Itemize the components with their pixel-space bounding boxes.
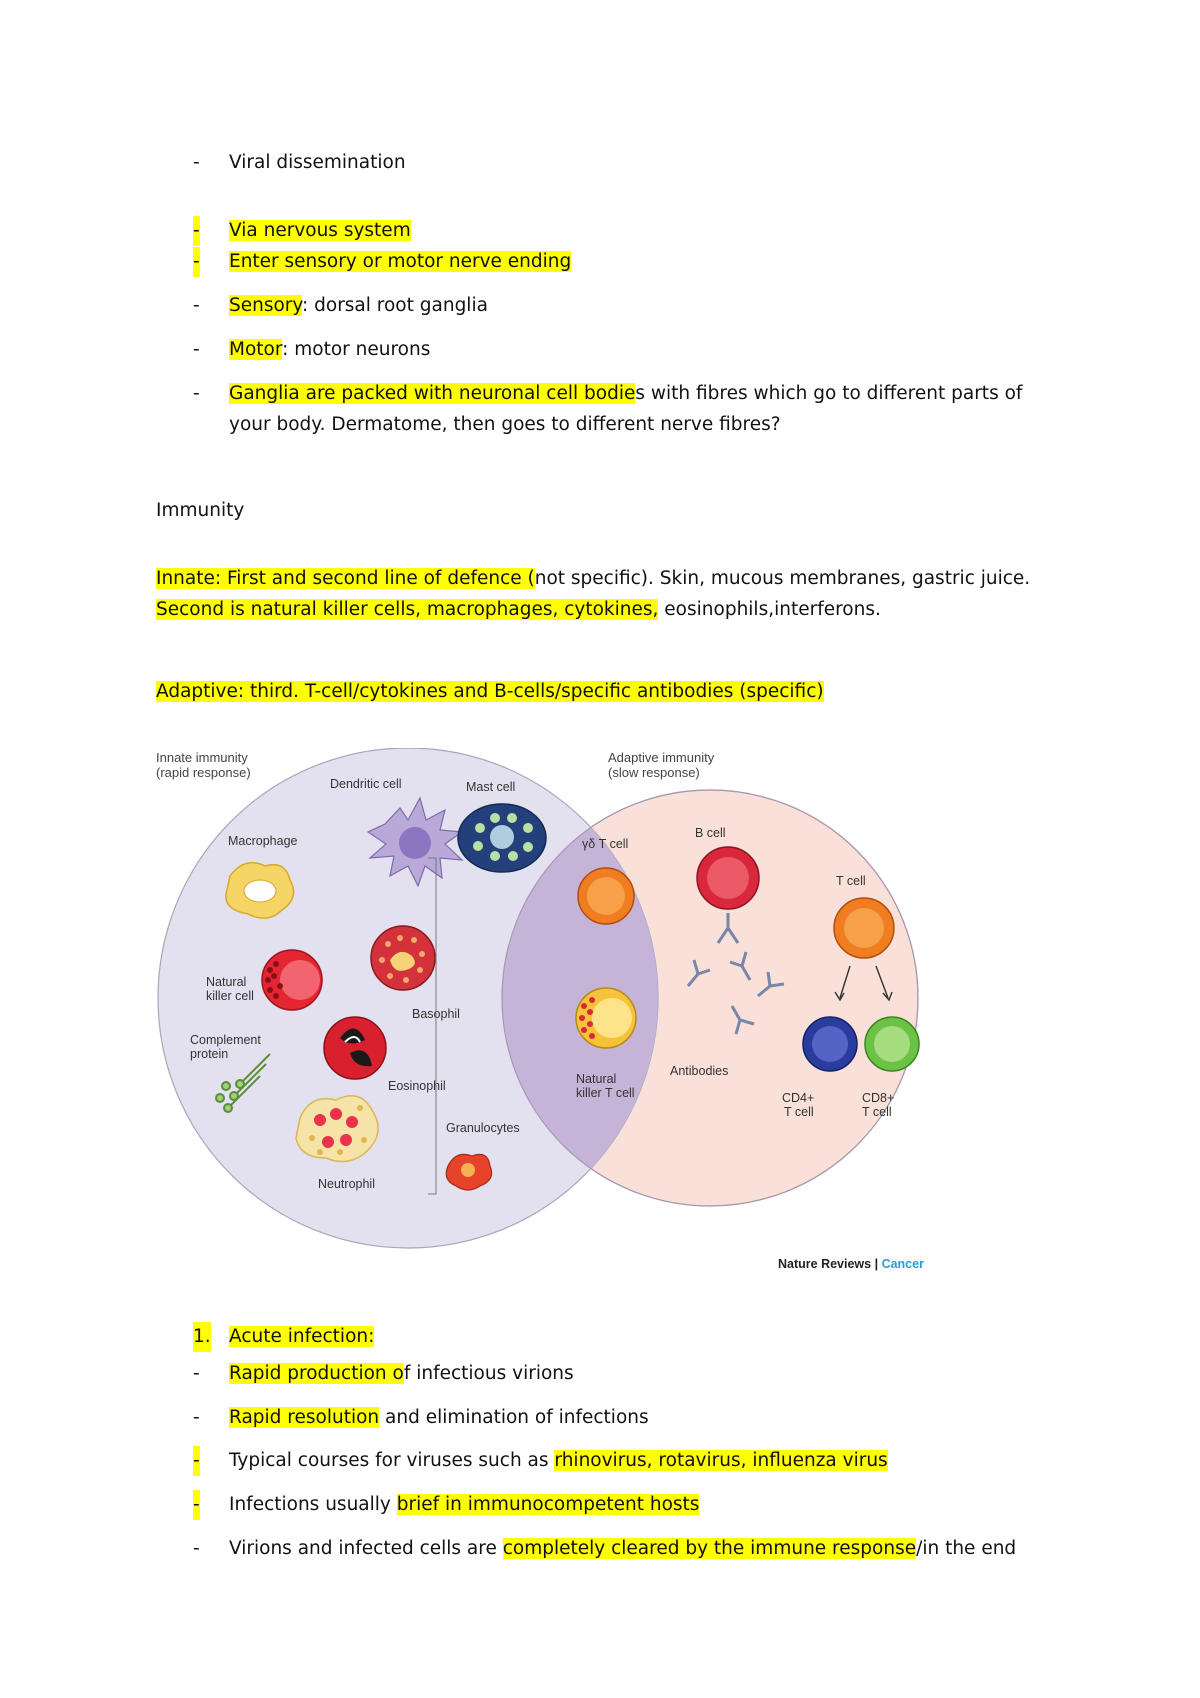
text-segment: Virions and infected cells are — [229, 1538, 503, 1559]
bullet-dash: - — [193, 152, 200, 173]
list-item-continuation: your body. Dermatome, then goes to different nerve fibres? — [229, 414, 781, 435]
list-item — [229, 247, 571, 277]
highlighted-text: Sensory — [229, 295, 303, 316]
label-neutrophil: Neutrophil — [318, 1177, 375, 1191]
list-number: 1. — [193, 1322, 211, 1352]
text-segment: : motor neurons — [282, 339, 431, 360]
list-heading — [229, 1322, 374, 1352]
label-b-cell: B cell — [695, 826, 726, 840]
text-segment: Infections usually — [229, 1494, 397, 1515]
label-granulocytes: Granulocytes — [446, 1121, 520, 1135]
label-cd8-tcell: T cell — [862, 1105, 892, 1119]
label-cd8: CD8+ — [862, 1091, 895, 1105]
label-complement-2: protein — [190, 1047, 229, 1061]
label-dendritic-cell: Dendritic cell — [330, 777, 402, 791]
bullet-dash: - — [193, 216, 200, 246]
bullet-dash: - — [193, 1363, 200, 1384]
highlighted-text: Via nervous system — [229, 220, 411, 241]
bullet-dash: - — [193, 1490, 200, 1520]
credit-journal: Nature Reviews — [778, 1257, 872, 1271]
neutrophil-icon — [296, 1096, 378, 1162]
natural-killer-t-cell-icon — [576, 988, 636, 1048]
highlighted-text: Enter sensory or motor nerve ending — [229, 251, 572, 272]
text-segment: s with fibres which go to different parts of — [635, 383, 1023, 404]
label-cd4: CD4+ — [782, 1091, 815, 1105]
t-cell-icon — [834, 898, 894, 958]
innate-line-2 — [156, 594, 881, 625]
label-basophil: Basophil — [412, 1007, 460, 1021]
highlighted-text: Rapid production o — [229, 1363, 404, 1384]
bullet-dash: - — [193, 339, 200, 360]
label-t-cell: T cell — [836, 874, 866, 888]
basophil-icon — [371, 926, 435, 990]
highlighted-text: Acute infection: — [229, 1326, 375, 1347]
label-nk-2: killer cell — [206, 989, 254, 1003]
cd4-t-cell-icon — [803, 1017, 857, 1071]
highlighted-text: Innate: First and second line of defence ( — [156, 568, 535, 589]
innate-subtitle: (rapid response) — [156, 765, 251, 780]
immunity-venn-diagram — [150, 748, 950, 1278]
text-segment: Typical courses for viruses such as — [229, 1450, 555, 1471]
bullet-dash: - — [193, 295, 200, 316]
list-item — [229, 1446, 888, 1476]
highlighted-text: brief in immunocompetent hosts — [396, 1494, 700, 1515]
bullet-dash: - — [193, 247, 200, 277]
bullet-dash: - — [193, 1446, 200, 1476]
label-mast-cell: Mast cell — [466, 780, 516, 794]
natural-killer-cell-icon — [262, 950, 322, 1010]
credit-section: Cancer — [881, 1257, 924, 1271]
section-heading-immunity: Immunity — [156, 500, 245, 521]
innate-title: Innate immunity — [156, 750, 248, 765]
label-eosinophil: Eosinophil — [388, 1079, 446, 1093]
list-item — [229, 1359, 574, 1389]
list-item — [229, 1403, 649, 1433]
text-segment: and elimination of infections — [379, 1407, 649, 1428]
eosinophil-icon — [324, 1017, 386, 1079]
figure-credit — [778, 1257, 924, 1271]
label-gamma-delta-t-cell: γδ T cell — [582, 837, 629, 851]
mast-cell-icon — [458, 804, 546, 872]
text-segment: f infectious virions — [403, 1363, 574, 1384]
highlighted-text: Second is natural killer cells, macrophages, cytokines, — [156, 599, 659, 620]
label-antibodies: Antibodies — [670, 1064, 729, 1078]
innate-line-1 — [156, 563, 1030, 594]
macrophage-icon — [226, 863, 294, 919]
bullet-dash: - — [193, 1538, 200, 1559]
highlighted-text: rhinovirus, rotavirus, influenza virus — [554, 1450, 888, 1471]
adaptive-line — [156, 676, 824, 707]
cd8-t-cell-icon — [865, 1017, 919, 1071]
text-segment: : dorsal root ganglia — [302, 295, 488, 316]
bullet-dash: - — [193, 383, 200, 404]
label-nkt-2: killer T cell — [576, 1086, 635, 1100]
adaptive-subtitle: (slow response) — [608, 765, 700, 780]
b-cell-icon — [697, 847, 759, 909]
text-segment: Viral dissemination — [229, 152, 406, 173]
list-item — [229, 1534, 1016, 1564]
text-segment: /in the end — [916, 1538, 1017, 1559]
list-item — [229, 1490, 699, 1520]
gamma-delta-t-cell-icon — [578, 868, 634, 924]
highlighted-text: Rapid resolution — [229, 1407, 380, 1428]
highlighted-text: Ganglia are packed with neuronal cell bodie — [229, 383, 636, 404]
list-item — [229, 216, 411, 246]
label-nk-1: Natural — [206, 975, 247, 989]
label-cd4-tcell: T cell — [784, 1105, 814, 1119]
text-segment: not specific). Skin, mucous membranes, gastric juice. — [534, 568, 1031, 589]
credit-separator: | — [871, 1257, 882, 1271]
highlighted-text: completely cleared by the immune response — [502, 1538, 917, 1559]
label-complement-1: Complement — [190, 1033, 261, 1047]
list-item — [229, 291, 488, 321]
list-item — [229, 379, 1022, 409]
highlighted-text: Adaptive: third. T-cell/cytokines and B-cells/specific antibodies (specific) — [156, 681, 824, 702]
highlighted-text: Motor — [229, 339, 283, 360]
list-item — [229, 148, 406, 178]
label-macrophage: Macrophage — [228, 834, 298, 848]
bullet-dash: - — [193, 1407, 200, 1428]
label-nkt-1: Natural — [576, 1072, 617, 1086]
adaptive-title: Adaptive immunity — [608, 750, 715, 765]
text-segment: eosinophils,interferons. — [658, 599, 881, 620]
list-item — [229, 335, 430, 365]
